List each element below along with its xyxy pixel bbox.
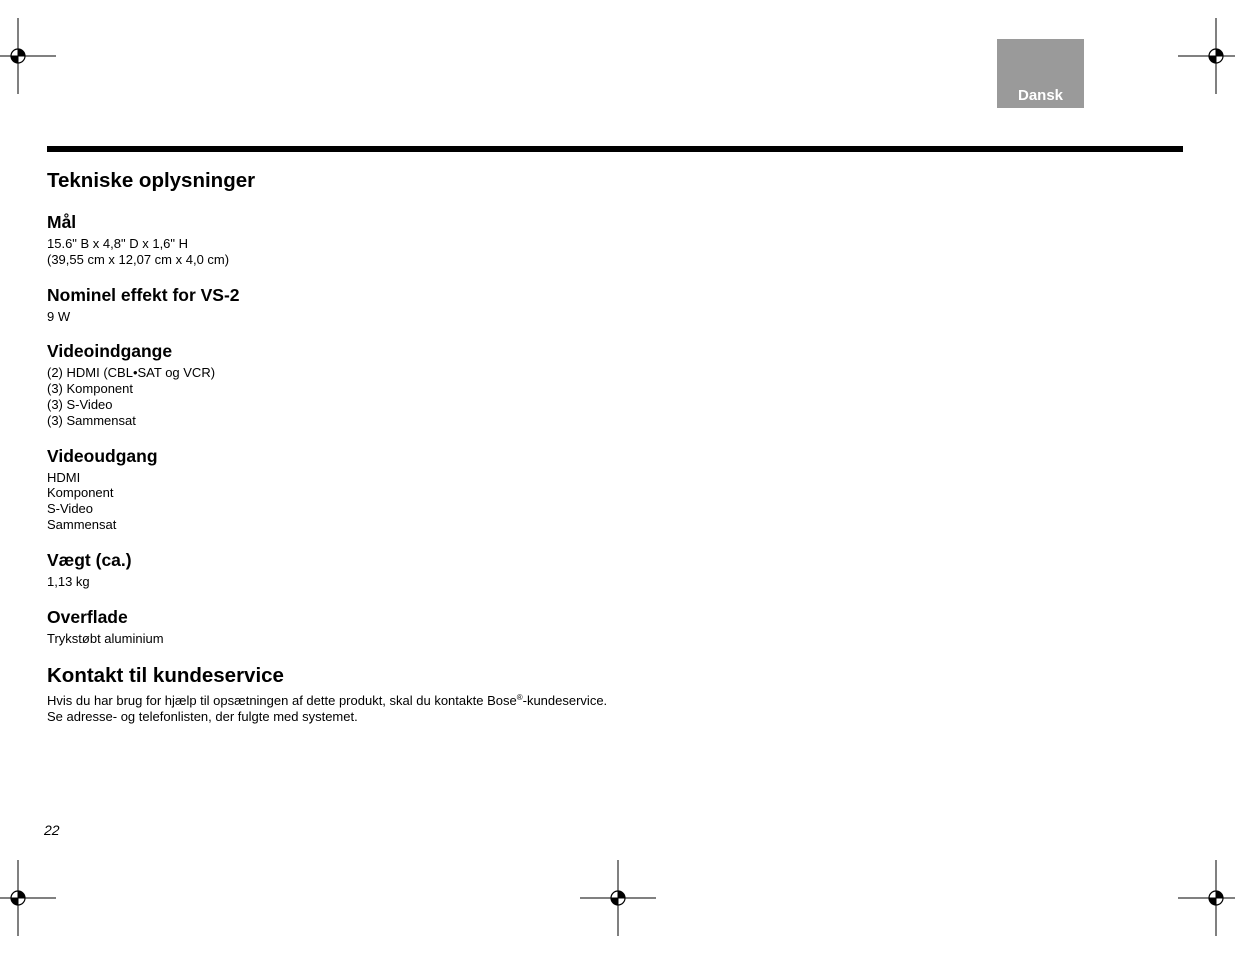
spec-line: 9 W bbox=[47, 308, 71, 324]
section-heading: Videoindgange bbox=[47, 341, 173, 362]
spec-section bbox=[47, 339, 947, 428]
spec-section bbox=[47, 283, 947, 325]
spec-line: Sammensat bbox=[47, 516, 117, 532]
spec-lines bbox=[47, 365, 947, 428]
registered-mark: ® bbox=[516, 693, 523, 703]
section-heading: Nominel effekt for VS-2 bbox=[47, 284, 240, 305]
contact-line-2: Se adresse- og telefonlisten, der fulgte med systemet. bbox=[47, 709, 358, 725]
spec-section bbox=[47, 444, 947, 533]
spec-line: (39,55 cm x 12,07 cm x 4,0 cm) bbox=[47, 251, 230, 267]
spec-line: HDMI bbox=[47, 469, 81, 485]
registration-mark-top-left-icon bbox=[0, 18, 56, 94]
section-heading: Mål bbox=[47, 212, 77, 232]
spec-section bbox=[47, 605, 947, 647]
spec-lines bbox=[47, 470, 947, 533]
header-rule bbox=[47, 146, 1183, 152]
spec-line: (2) HDMI (CBL•SAT og VCR) bbox=[47, 365, 216, 381]
section-heading: Vægt (ca.) bbox=[47, 549, 132, 570]
spec-lines bbox=[47, 236, 947, 268]
spec-line: 1,13 kg bbox=[47, 573, 90, 589]
spec-line: (3) Sammensat bbox=[47, 412, 136, 428]
page-number: 22 bbox=[44, 822, 60, 838]
spec-sections bbox=[47, 210, 947, 646]
spec-line: Komponent bbox=[47, 485, 114, 501]
contact-text bbox=[47, 693, 947, 725]
section-heading: Overflade bbox=[47, 606, 128, 627]
registration-mark-bottom-center-icon bbox=[580, 860, 656, 936]
registration-mark-bottom-left-icon bbox=[0, 860, 56, 936]
spec-lines bbox=[47, 574, 947, 590]
spec-lines bbox=[47, 631, 947, 647]
section-heading: Videoudgang bbox=[47, 445, 158, 466]
spec-line: (3) Komponent bbox=[47, 381, 133, 397]
spec-section bbox=[47, 548, 947, 590]
spec-line: 15.6" B x 4,8" D x 1,6" H bbox=[47, 236, 189, 251]
contact-line-1: Hvis du har brug for hjælp til opsætningen af dette produkt, skal du kontakte Bose®-kundeservice. bbox=[47, 693, 608, 709]
contact-heading: Kontakt til kundeservice bbox=[47, 664, 284, 688]
main-content bbox=[47, 167, 947, 725]
page-title: Tekniske oplysninger bbox=[47, 169, 256, 192]
registration-mark-top-right-icon bbox=[1178, 18, 1235, 94]
registration-mark-bottom-right-icon bbox=[1178, 860, 1235, 936]
spec-line: (3) S-Video bbox=[47, 396, 113, 412]
language-tab: Dansk bbox=[997, 39, 1084, 108]
spec-line: Trykstøbt aluminium bbox=[47, 630, 164, 646]
spec-lines bbox=[47, 309, 947, 325]
spec-line: S-Video bbox=[47, 501, 94, 517]
spec-section bbox=[47, 210, 947, 268]
